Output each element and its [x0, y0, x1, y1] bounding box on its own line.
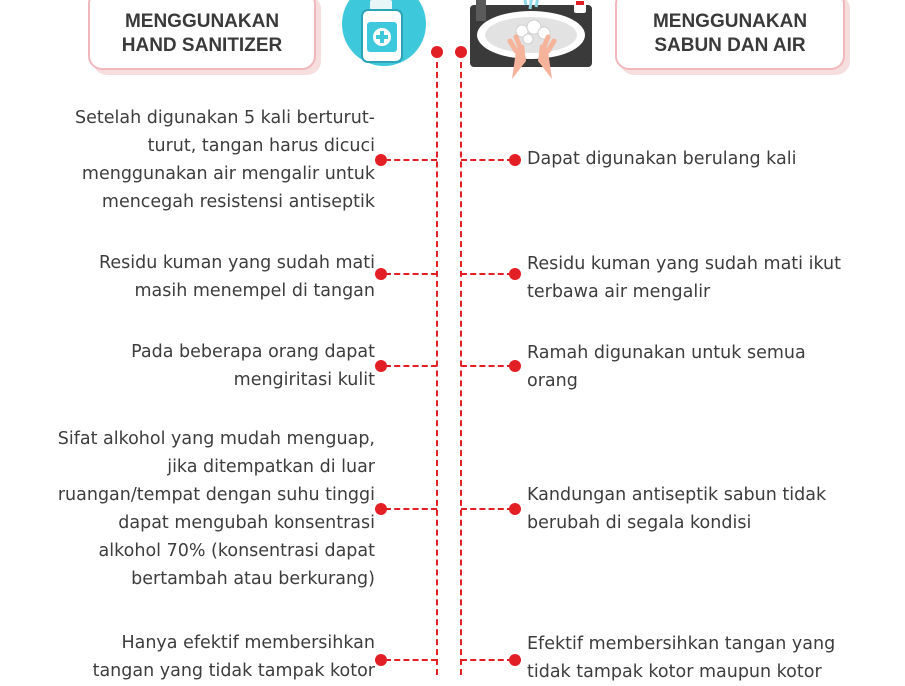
soap-point-4: Kandungan antiseptik sabun tidak berubah di segala kondisi [527, 485, 827, 533]
header-hand-sanitizer: MENGGUNAKAN HAND SANITIZER [88, 0, 316, 70]
connector-right-4 [461, 508, 513, 510]
soap-point-3: Ramah digunakan untuk semua orang [527, 343, 806, 391]
sanitizer-point-3: Pada beberapa orang dapat mengiritasi kulit [131, 342, 375, 390]
sanitizer-point-1: Setelah digunakan 5 kali berturut- turut, tangan harus dicuci menggunakan air mengalir untuk mencegah resistensi antiseptik [75, 108, 375, 212]
connector-dot-right-3 [509, 360, 521, 372]
handwash-sink-icon [466, 0, 596, 85]
connector-dot-right-4 [509, 503, 521, 515]
connector-dot-right-1 [509, 154, 521, 166]
connector-right-3 [461, 365, 513, 367]
connector-left-2 [385, 273, 437, 275]
timeline-right-line [460, 52, 462, 675]
connector-left-1 [385, 159, 437, 161]
sanitizer-point-5: Hanya efektif membersihkan tangan yang tidak tampak kotor [92, 633, 375, 681]
connector-right-2 [461, 273, 513, 275]
connector-right-1 [461, 159, 513, 161]
header-soap-and-water: MENGGUNAKAN SABUN DAN AIR [615, 0, 845, 70]
timeline-left-top-dot [431, 46, 443, 58]
sanitizer-bottle-icon [338, 0, 438, 82]
sanitizer-point-2: Residu kuman yang sudah mati masih menempel di tangan [98, 253, 375, 301]
sanitizer-point-4: Sifat alkohol yang mudah menguap, jika ditempatkan di luar ruangan/tempat dengan suhu tinggi dapat mengubah konsentrasi alkohol 70% (konsentrasi dapat bertambah atau berkurang) [57, 429, 375, 589]
connector-dot-right-5 [509, 654, 521, 666]
timeline-right-top-dot [455, 46, 467, 58]
timeline-left-line [436, 52, 438, 675]
soap-point-2: Residu kuman yang sudah mati ikut terbawa air mengalir [527, 254, 842, 302]
connector-left-3 [385, 365, 437, 367]
connector-right-5 [461, 659, 513, 661]
connector-dot-right-2 [509, 268, 521, 280]
soap-point-5: Efektif membersihkan tangan yang tidak tampak kotor maupun kotor [527, 634, 836, 682]
connector-left-4 [385, 508, 437, 510]
connector-left-5 [385, 659, 437, 661]
soap-point-1: Dapat digunakan berulang kali [527, 149, 797, 169]
